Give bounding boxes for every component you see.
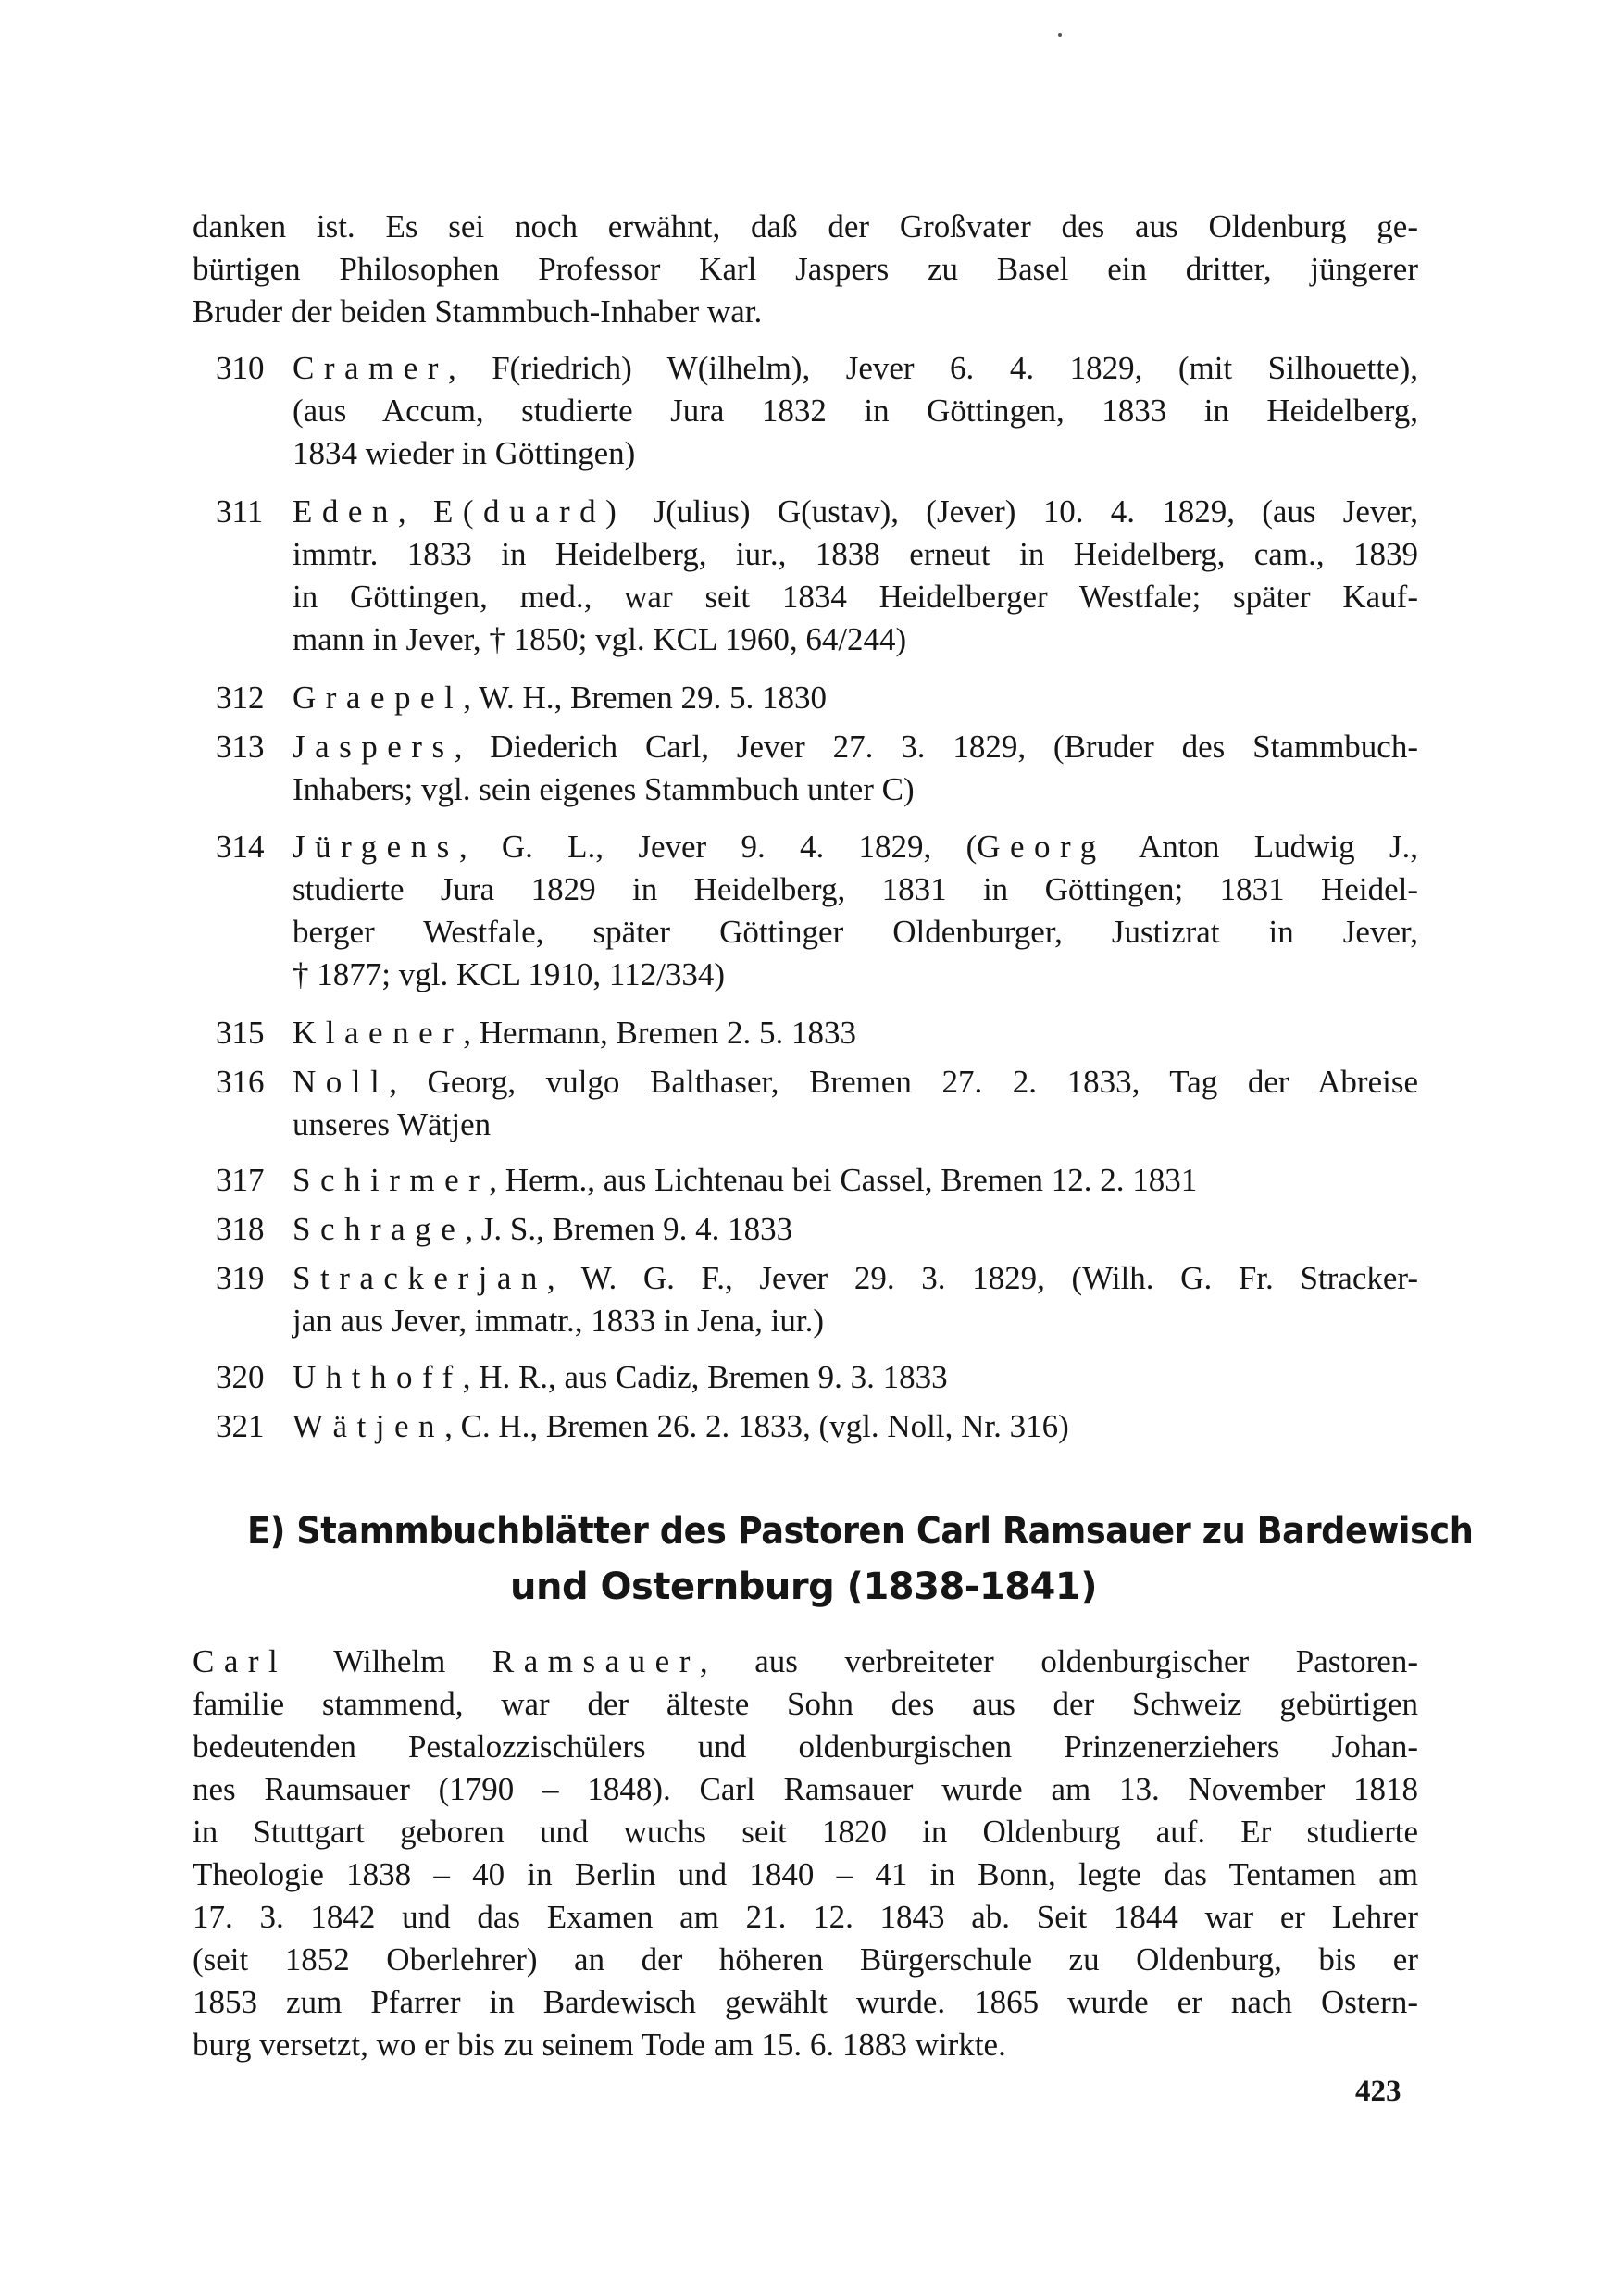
text-line: bedeutenden Pestalozzischülers und oldenburgischen Prinzenerziehers Johan- xyxy=(193,1728,1418,1765)
entry-name: Cramer xyxy=(293,350,448,386)
entry-text: , Hermann, Bremen 2. 5. 1833 xyxy=(463,1015,857,1051)
text-line xyxy=(293,1356,948,1399)
entry-text: , Georg, vulgo Balthaser, Bremen 27. 2. 1833, Tag der Abreise xyxy=(389,1064,1418,1100)
text-line: in Göttingen, med., war seit 1834 Heidelberger Westfale; später Kauf- xyxy=(293,579,1418,615)
entry-text: , Diederich Carl, Jever 27. 3. 1829, (Bruder des Stammbuch- xyxy=(454,729,1418,765)
entry-name: Jaspers xyxy=(293,729,455,765)
entry-name: Schrage xyxy=(293,1211,466,1247)
text-line: jan aus Jever, immatr., 1833 in Jena, iur.) xyxy=(293,1303,825,1339)
text-line xyxy=(293,726,1418,768)
entry-name: Eden xyxy=(293,493,398,530)
entry-number: 317 xyxy=(216,1162,265,1198)
text-line xyxy=(293,826,1418,868)
body-text: , aus verbreiteter oldenburgischer Pastoren- xyxy=(699,1643,1418,1679)
text-line xyxy=(293,1061,1418,1104)
text-line xyxy=(293,347,1418,390)
text-line: Theologie 1838 – 40 in Berlin und 1840 – 41 in Bonn, legte das Tentamen am xyxy=(193,1856,1418,1892)
page-number: 423 xyxy=(1355,2075,1401,2108)
text-line: burg versetzt, wo er bis zu seinem Tode am 15. 6. 1883 wirkte. xyxy=(193,2027,1006,2063)
entry-number: 310 xyxy=(216,350,265,386)
entry-name: Noll xyxy=(293,1064,390,1100)
entry-name-given: E(duard) xyxy=(432,493,627,530)
text-line xyxy=(293,1405,1069,1448)
text-line xyxy=(293,1208,792,1251)
person-surname: Ramsauer xyxy=(492,1643,700,1679)
entry-name: Schirmer xyxy=(293,1162,490,1198)
text-line: Inhabers; vgl. sein eigenes Stammbuch unter C) xyxy=(293,771,915,807)
text-line xyxy=(293,1257,1418,1300)
entry-text: Anton Ludwig J., xyxy=(1105,829,1419,865)
text-line: unseres Wätjen xyxy=(293,1106,492,1142)
text-line: bürtigen Philosophen Professor Karl Jaspers zu Basel ein dritter, jüngerer xyxy=(193,251,1418,287)
text-line: Bruder der beiden Stammbuch-Inhaber war. xyxy=(193,293,763,330)
text-line: † 1877; vgl. KCL 1910, 112/334) xyxy=(293,956,725,992)
heading-line: und Osternburg (1838-1841) xyxy=(510,1566,1097,1608)
text-line xyxy=(293,1012,856,1054)
entry-number: 312 xyxy=(216,680,265,716)
text-line: (aus Accum, studierte Jura 1832 in Göttingen, 1833 in Heidelberg, xyxy=(293,393,1418,429)
entry-text: , W. H., Bremen 29. 5. 1830 xyxy=(463,680,828,716)
entry-text: , C. H., Bremen 26. 2. 1833, (vgl. Noll, Nr. 316) xyxy=(444,1408,1069,1444)
entry-text: , G. L., Jever 9. 4. 1829, ( xyxy=(458,829,978,865)
entry-number: 311 xyxy=(216,493,264,530)
text-line: 1853 zum Pfarrer in Bardewisch gewählt wurde. 1865 wurde er nach Ostern- xyxy=(193,1984,1418,2020)
entry-text: , Herm., aus Lichtenau bei Cassel, Bremen 12. 2. 1831 xyxy=(489,1162,1198,1198)
text-line: 17. 3. 1842 und das Examen am 21. 12. 1843 ab. Seit 1844 war er Lehrer xyxy=(193,1899,1418,1935)
entry-number: 320 xyxy=(216,1359,265,1395)
entry-text: , J. S., Bremen 9. 4. 1833 xyxy=(465,1211,793,1247)
entry-number: 313 xyxy=(216,729,265,765)
text-line: Eden, E(duard) J(ulius) G(ustav), (Jever) 10. 4. 1829, (aus Jever, xyxy=(293,493,1418,530)
text-line: in Stuttgart geboren und wuchs seit 1820 in Oldenburg auf. Er studierte xyxy=(193,1814,1418,1850)
text-line: mann in Jever, † 1850; vgl. KCL 1960, 64/244) xyxy=(293,621,907,657)
entry-number: 314 xyxy=(216,829,265,865)
entry-text: , H. R., aus Cadiz, Bremen 9. 3. 1833 xyxy=(462,1359,948,1395)
entry-name: Jürgens xyxy=(293,829,459,865)
entry-text: , F(riedrich) W(ilhelm), Jever 6. 4. 1829, (mit Silhouette), xyxy=(447,350,1418,386)
text-line: immtr. 1833 in Heidelberg, iur., 1838 erneut in Heidelberg, cam., 1839 xyxy=(293,536,1418,572)
entry-number: 319 xyxy=(216,1260,265,1296)
entry-name: Wätjen xyxy=(293,1408,445,1444)
entry-text: J(ulius) G(ustav), (Jever) 10. 4. 1829, (aus Jever, xyxy=(626,493,1418,530)
text-line xyxy=(293,677,827,719)
heading-line: E) Stammbuchblätter des Pastoren Carl Ramsauer zu Bardewisch xyxy=(247,1510,1474,1553)
entry-text: , W. G. F., Jever 29. 3. 1829, (Wilh. G. Fr. Stracker- xyxy=(546,1260,1418,1296)
text-line: studierte Jura 1829 in Heidelberg, 1831 in Göttingen; 1831 Heidel- xyxy=(293,871,1418,907)
entry-name: Klaener xyxy=(293,1015,464,1051)
text-line: berger Westfale, später Göttinger Oldenburger, Justizrat in Jever, xyxy=(293,914,1418,950)
entry-name: Uhthoff xyxy=(293,1359,463,1395)
entry-number: 315 xyxy=(216,1015,265,1051)
text-line xyxy=(193,1641,1418,1683)
person-middle-name: Wilhelm xyxy=(287,1643,492,1679)
entry-number: 316 xyxy=(216,1064,265,1100)
entry-number: 321 xyxy=(216,1408,265,1444)
entry-name-given: Georg xyxy=(977,829,1106,865)
text-line xyxy=(293,1159,1197,1202)
entry-number: 318 xyxy=(216,1211,265,1247)
entry-name: Graepel xyxy=(293,680,464,716)
person-first-name: Carl xyxy=(193,1643,288,1679)
scan-speck xyxy=(1058,33,1062,37)
entry-name: Strackerjan xyxy=(293,1260,547,1296)
text-line: nes Raumsauer (1790 – 1848). Carl Ramsauer wurde am 13. November 1818 xyxy=(193,1771,1418,1807)
text-line: (seit 1852 Oberlehrer) an der höheren Bürgerschule zu Oldenburg, bis er xyxy=(193,1941,1418,1978)
text-line: familie stammend, war der älteste Sohn des aus der Schweiz gebürtigen xyxy=(193,1686,1418,1722)
text-line: 1834 wieder in Göttingen) xyxy=(293,435,636,471)
text-line: danken ist. Es sei noch erwähnt, daß der Großvater des aus Oldenburg ge- xyxy=(193,208,1418,244)
